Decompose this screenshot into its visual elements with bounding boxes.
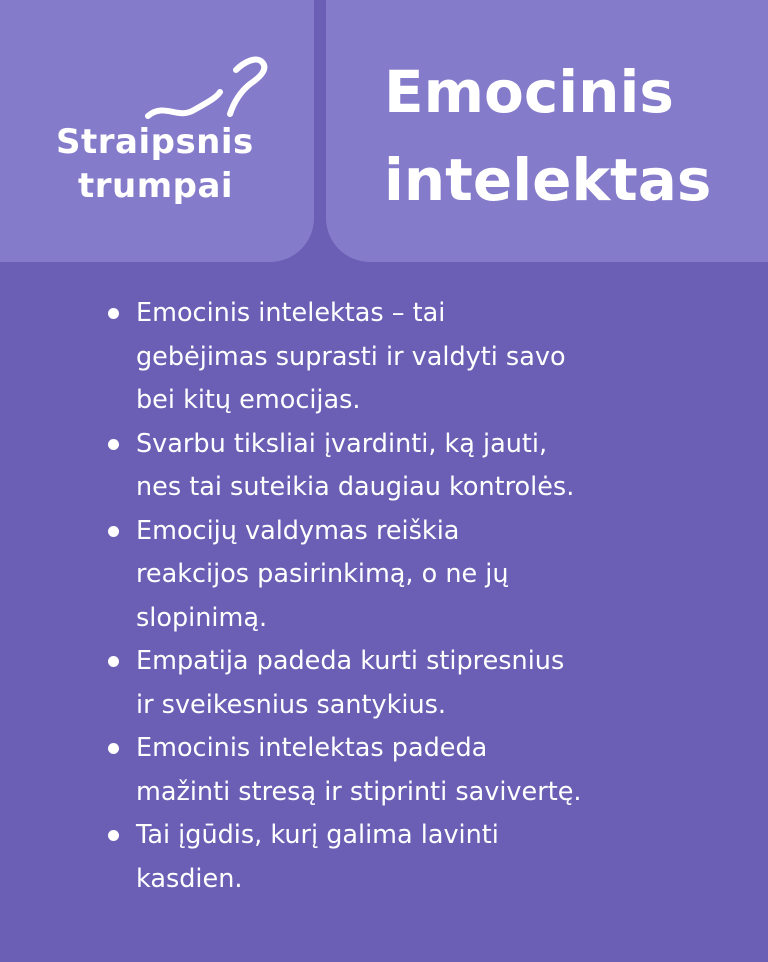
bullet-dot-icon: [108, 526, 119, 537]
summary-item: [108, 510, 728, 641]
summary-item: [108, 814, 728, 901]
bullet-dot-icon: [108, 743, 119, 754]
summary-item: [108, 640, 728, 727]
summary-line: reakcijos pasirinkimą, o ne jų: [136, 559, 509, 589]
summary-line: bei kitų emocijas.: [136, 385, 361, 415]
page-title: [384, 48, 711, 224]
summary-item: [108, 727, 728, 814]
summary-line: mažinti stresą ir stiprinti savivertę.: [136, 776, 582, 807]
summary-line: slopinimą.: [136, 602, 268, 633]
logo-text-line2: trumpai: [78, 166, 234, 206]
summary-item: [108, 423, 728, 510]
title-line1: Emocinis: [384, 58, 674, 126]
summary-list: [108, 292, 728, 901]
bullet-dot-icon: [108, 656, 119, 667]
summary-line: kasdien.: [136, 863, 243, 894]
summary-line: Emocinis intelektas – tai: [136, 298, 446, 328]
summary-line: gebėjimas suprasti ir valdyti savo: [136, 341, 566, 372]
summary-line: Tai įgūdis, kurį galima lavinti: [136, 820, 499, 850]
summary-line: ir sveikesnius santykius.: [136, 689, 447, 720]
title-line2: intelektas: [384, 146, 712, 214]
bullet-dot-icon: [108, 308, 119, 319]
logo-panel: [0, 0, 314, 262]
logo-text-line1: Straipsnis: [56, 122, 254, 162]
summary-item: [108, 292, 728, 423]
summary-line: Empatija padeda kurti stipresnius: [136, 646, 565, 676]
summary-line: Emocinis intelektas padeda: [136, 733, 488, 763]
summary-line: Emocijų valdymas reiškia: [136, 515, 460, 546]
summary-line: Svarbu tiksliai įvardinti, ką jauti,: [136, 428, 548, 459]
bullet-dot-icon: [108, 830, 119, 841]
logo: [56, 58, 276, 218]
summary-line: nes tai suteikia daugiau kontrolės.: [136, 472, 575, 502]
bullet-dot-icon: [108, 439, 119, 450]
